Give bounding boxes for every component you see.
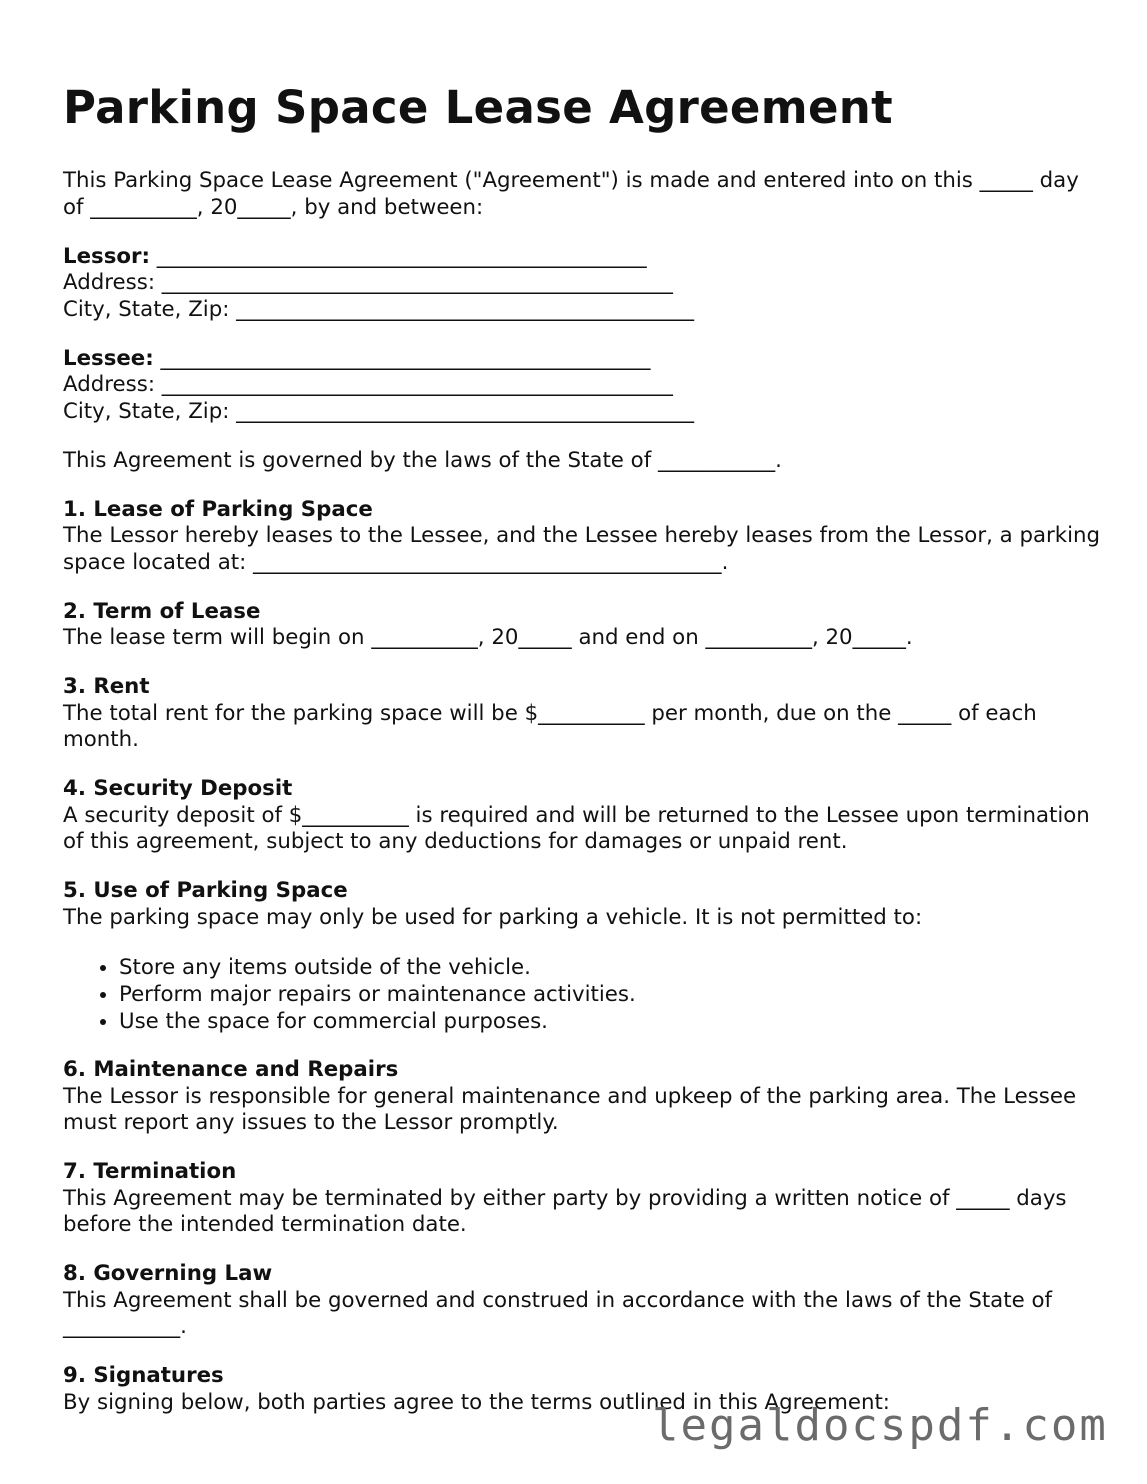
watermark-text: legaldocspdf.com [652,1400,1108,1451]
section-body: The lease term will begin on __________, 20_____ and end on __________, 20_____. [63,625,913,650]
intro-paragraph: This Parking Space Lease Agreement ("Agreement") is made and entered into on this _____ day of __________, 20_____, by and between: [63,168,1079,220]
section-heading: 2. Term of Lease [63,598,261,624]
section-governing-law [63,1261,1103,1341]
section-term [63,599,1103,652]
section-heading: 6. Maintenance and Repairs [63,1057,399,1083]
use-restrictions-list [63,954,1103,1036]
section-body: A security deposit of $__________ is required and will be returned to the Lessee upon termination of this agreement, subject to any deductions for damages or unpaid rent. [63,802,1090,854]
document-page [63,82,1103,1439]
lessee-address-line: Address: ________________________________________________ [63,372,673,397]
section-body: The Lessor is responsible for general maintenance and upkeep of the parking area. The Lessee must report any issues to the Lessor promptly. [63,1083,1077,1136]
list-item: • Store any items outside of the vehicle. [119,954,1103,981]
section-heading: 9. Signatures [63,1363,224,1389]
lessee-city-line: City, State, Zip: ___________________________________________ [63,398,695,424]
governed-paragraph: This Agreement is governed by the laws of the State of ___________. [63,447,782,473]
lessee-block [63,346,1103,426]
section-heading: 5. Use of Parking Space [63,878,348,903]
lessor-label: Lessor: [63,243,151,269]
section-lease [63,497,1103,577]
section-body: The parking space may only be used for parking a vehicle. It is not permitted to: [63,904,923,930]
lessor-name-blank: ______________________________________________ [150,243,647,269]
list-item: • Use the space for commercial purposes. [119,1008,1103,1035]
section-use [63,878,1103,931]
section-heading: 7. Termination [63,1159,237,1185]
section-heading: 3. Rent [63,674,150,699]
section-rent [63,674,1103,754]
section-body: This Agreement shall be governed and construed in accordance with the laws of the State of ___________. [63,1287,1052,1340]
section-deposit [63,776,1103,856]
section-heading: 4. Security Deposit [63,776,293,801]
lessor-name-line [63,244,1103,271]
list-item: • Perform major repairs or maintenance activities. [119,981,1103,1008]
section-body: By signing below, both parties agree to the terms outlined in this Agreement: [63,1389,890,1415]
lessee-name-line [63,346,1103,373]
page-title: Parking Space Lease Agreement [63,81,893,134]
section-body: The total rent for the parking space will be $__________ per month, due on the _____ of each month. [63,700,1037,752]
lessor-address-line: Address: ________________________________________________ [63,270,673,295]
section-heading: 8. Governing Law [63,1261,273,1287]
lessee-label: Lessee: [63,345,154,371]
lessee-name-blank: ______________________________________________ [153,345,651,371]
section-termination [63,1159,1103,1239]
section-body: This Agreement may be terminated by either party by providing a written notice of _____ days before the intended termination date. [63,1185,1067,1238]
lessor-block [63,244,1103,324]
lessor-city-line: City, State, Zip: ___________________________________________ [63,296,695,322]
section-heading: 1. Lease of Parking Space [63,496,373,522]
section-maintenance [63,1057,1103,1137]
section-body: The Lessor hereby leases to the Lessee, and the Lessee hereby leases from the Lessor, a parking space located at: ____________________________________________. [63,523,1101,575]
